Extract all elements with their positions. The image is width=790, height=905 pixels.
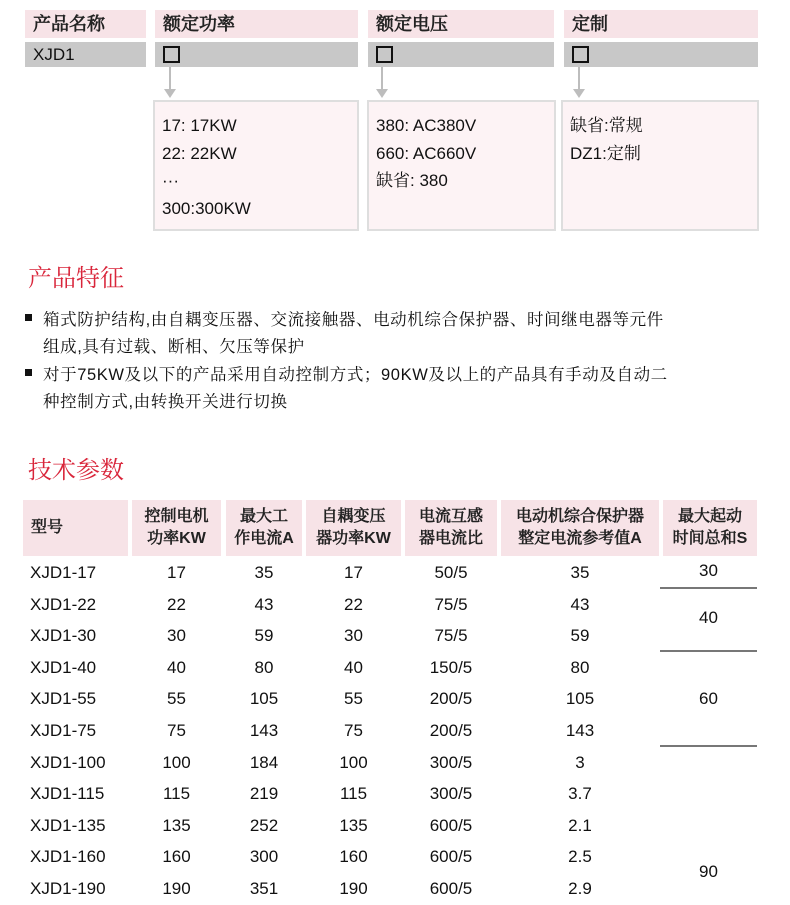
cell-protector-setting: 2.9: [568, 879, 592, 898]
voltage-option: 缺省: 380: [376, 171, 448, 190]
bullet-icon: [25, 369, 32, 376]
header-rated-power: 额定功率: [155, 10, 358, 38]
cell-protector-setting: 80: [570, 657, 590, 677]
start-time-value: 90: [699, 862, 718, 881]
cell-protector-setting: 105: [565, 689, 595, 709]
header-customization: 定制: [564, 10, 758, 38]
cell-transformer-power: 30: [344, 626, 363, 646]
start-time-value: 60: [699, 689, 718, 708]
cell-ct-ratio: 50/5: [434, 563, 468, 582]
col-header-max-current: 最大工 作电流A: [226, 500, 302, 556]
cell-ct-ratio: 75/5: [434, 626, 468, 646]
col-header-max-start-time: 最大起动 时间总和S: [663, 500, 757, 556]
start-time-value: 40: [699, 608, 718, 627]
cell-ct-ratio: 600/5: [429, 847, 473, 867]
cell-max-current: 252: [249, 815, 279, 835]
placeholder-box-icon: [572, 46, 589, 63]
power-option: 17: 17KW: [162, 116, 237, 135]
cell-ct-ratio: 75/5: [434, 594, 468, 614]
custom-option: DZ1:定制: [570, 143, 641, 163]
header-rated-voltage: 额定电压: [368, 10, 554, 38]
cell-ct-ratio: 200/5: [429, 721, 473, 740]
feature-text: 组成,具有过载、断相、欠压等保护: [43, 338, 305, 356]
cell-model: XJD1-190: [30, 879, 106, 898]
cell-model: XJD1-40: [30, 657, 97, 677]
cell-ct-ratio: 600/5: [429, 815, 473, 835]
cell-model: XJD1-135: [30, 815, 106, 835]
value-rated-voltage: [368, 42, 554, 67]
arrow-down-icon: [578, 67, 580, 91]
cell-protector-setting: 59: [570, 626, 590, 646]
cell-max-current: 351: [249, 879, 279, 898]
group-divider: [660, 587, 757, 589]
cell-transformer-power: 17: [344, 563, 363, 582]
value-rated-power: [155, 42, 358, 67]
specs-title: 技术参数: [28, 457, 124, 484]
cell-motor-power: 190: [162, 879, 191, 898]
cell-transformer-power: 190: [339, 879, 368, 898]
col-header-protector-setting: 电动机综合保护器 整定电流参考值A: [501, 500, 659, 556]
cell-model: XJD1-75: [30, 721, 97, 740]
power-option: 22: 22KW: [162, 143, 237, 163]
cell-motor-power: 160: [162, 847, 191, 867]
power-option: ···: [162, 171, 179, 190]
cell-transformer-power: 40: [344, 657, 363, 677]
cell-model: XJD1-100: [30, 752, 106, 772]
cell-model: XJD1-55: [30, 689, 97, 709]
col-header-transformer-power: 自耦变压 器功率KW: [306, 500, 401, 556]
cell-max-current: 105: [249, 689, 279, 709]
col-header-motor-power: 控制电机 功率KW: [132, 500, 221, 556]
cell-protector-setting: 3.7: [568, 784, 592, 804]
cell-motor-power: 75: [167, 721, 186, 740]
cell-transformer-power: 100: [339, 752, 368, 772]
cell-max-current: 43: [254, 594, 274, 614]
arrow-head-icon: [573, 89, 585, 98]
cell-protector-setting: 2.5: [568, 847, 592, 867]
feature-text: 种控制方式,由转换开关进行切换: [43, 393, 288, 411]
voltage-options-box: [367, 100, 556, 231]
feature-text: 对于75KW及以下的产品采用自动控制方式；90KW及以上的产品具有手动及自动二: [43, 366, 668, 384]
cell-model: XJD1-115: [30, 784, 105, 804]
cell-max-current: 219: [249, 784, 279, 804]
cell-transformer-power: 115: [339, 784, 368, 804]
cell-transformer-power: 55: [344, 689, 363, 709]
cell-motor-power: 22: [167, 594, 186, 614]
voltage-option: 380: AC380V: [376, 116, 477, 135]
cell-ct-ratio: 200/5: [429, 689, 473, 709]
cell-motor-power: 135: [162, 815, 191, 835]
cell-max-current: 59: [254, 626, 274, 646]
value-product-name: XJD1: [25, 42, 146, 67]
cell-motor-power: 55: [167, 689, 186, 709]
cell-max-current: 143: [249, 721, 279, 740]
cell-motor-power: 30: [167, 626, 186, 646]
custom-options-box: [561, 100, 759, 231]
cell-protector-setting: 35: [570, 563, 590, 582]
cell-transformer-power: 160: [339, 847, 368, 867]
col-header-model: 型号: [23, 500, 128, 556]
cell-max-current: 35: [254, 563, 274, 582]
group-divider: [660, 650, 757, 652]
group-divider: [660, 745, 757, 747]
placeholder-box-icon: [376, 46, 393, 63]
cell-protector-setting: 3: [575, 752, 585, 772]
cell-ct-ratio: 150/5: [429, 657, 473, 677]
features-title: 产品特征: [28, 265, 124, 292]
arrow-down-icon: [381, 67, 383, 91]
power-options-box: [153, 100, 359, 231]
bullet-icon: [25, 314, 32, 321]
cell-max-current: 300: [249, 847, 279, 867]
cell-transformer-power: 75: [344, 721, 363, 740]
cell-motor-power: 115: [162, 784, 191, 804]
col-header-ct-ratio: 电流互感 器电流比: [405, 500, 497, 556]
cell-transformer-power: 22: [344, 594, 363, 614]
cell-max-current: 80: [254, 657, 274, 677]
header-product-name: 产品名称: [25, 10, 146, 38]
cell-motor-power: 40: [167, 657, 186, 677]
cell-model: XJD1-30: [30, 626, 97, 646]
arrow-head-icon: [376, 89, 388, 98]
cell-protector-setting: 143: [565, 721, 595, 740]
voltage-option: 660: AC660V: [376, 143, 477, 163]
cell-model: XJD1-17: [30, 563, 97, 582]
cell-protector-setting: 2.1: [568, 815, 592, 835]
cell-ct-ratio: 300/5: [429, 752, 473, 772]
cell-model: XJD1-160: [30, 847, 106, 867]
cell-model: XJD1-22: [30, 594, 97, 614]
cell-ct-ratio: 600/5: [429, 879, 473, 898]
arrow-head-icon: [164, 89, 176, 98]
start-time-value: 30: [699, 561, 718, 580]
cell-ct-ratio: 300/5: [429, 784, 473, 804]
power-option: 300:300KW: [162, 198, 251, 218]
cell-protector-setting: 43: [570, 594, 590, 614]
cell-max-current: 184: [249, 752, 279, 772]
custom-option: 缺省:常规: [570, 116, 643, 135]
cell-motor-power: 100: [162, 752, 191, 772]
feature-text: 箱式防护结构,由自耦变压器、交流接触器、电动机综合保护器、时间继电器等元件: [43, 311, 664, 329]
placeholder-box-icon: [163, 46, 180, 63]
value-customization: [564, 42, 758, 67]
arrow-down-icon: [169, 67, 171, 91]
cell-transformer-power: 135: [339, 815, 368, 835]
cell-motor-power: 17: [167, 563, 186, 582]
